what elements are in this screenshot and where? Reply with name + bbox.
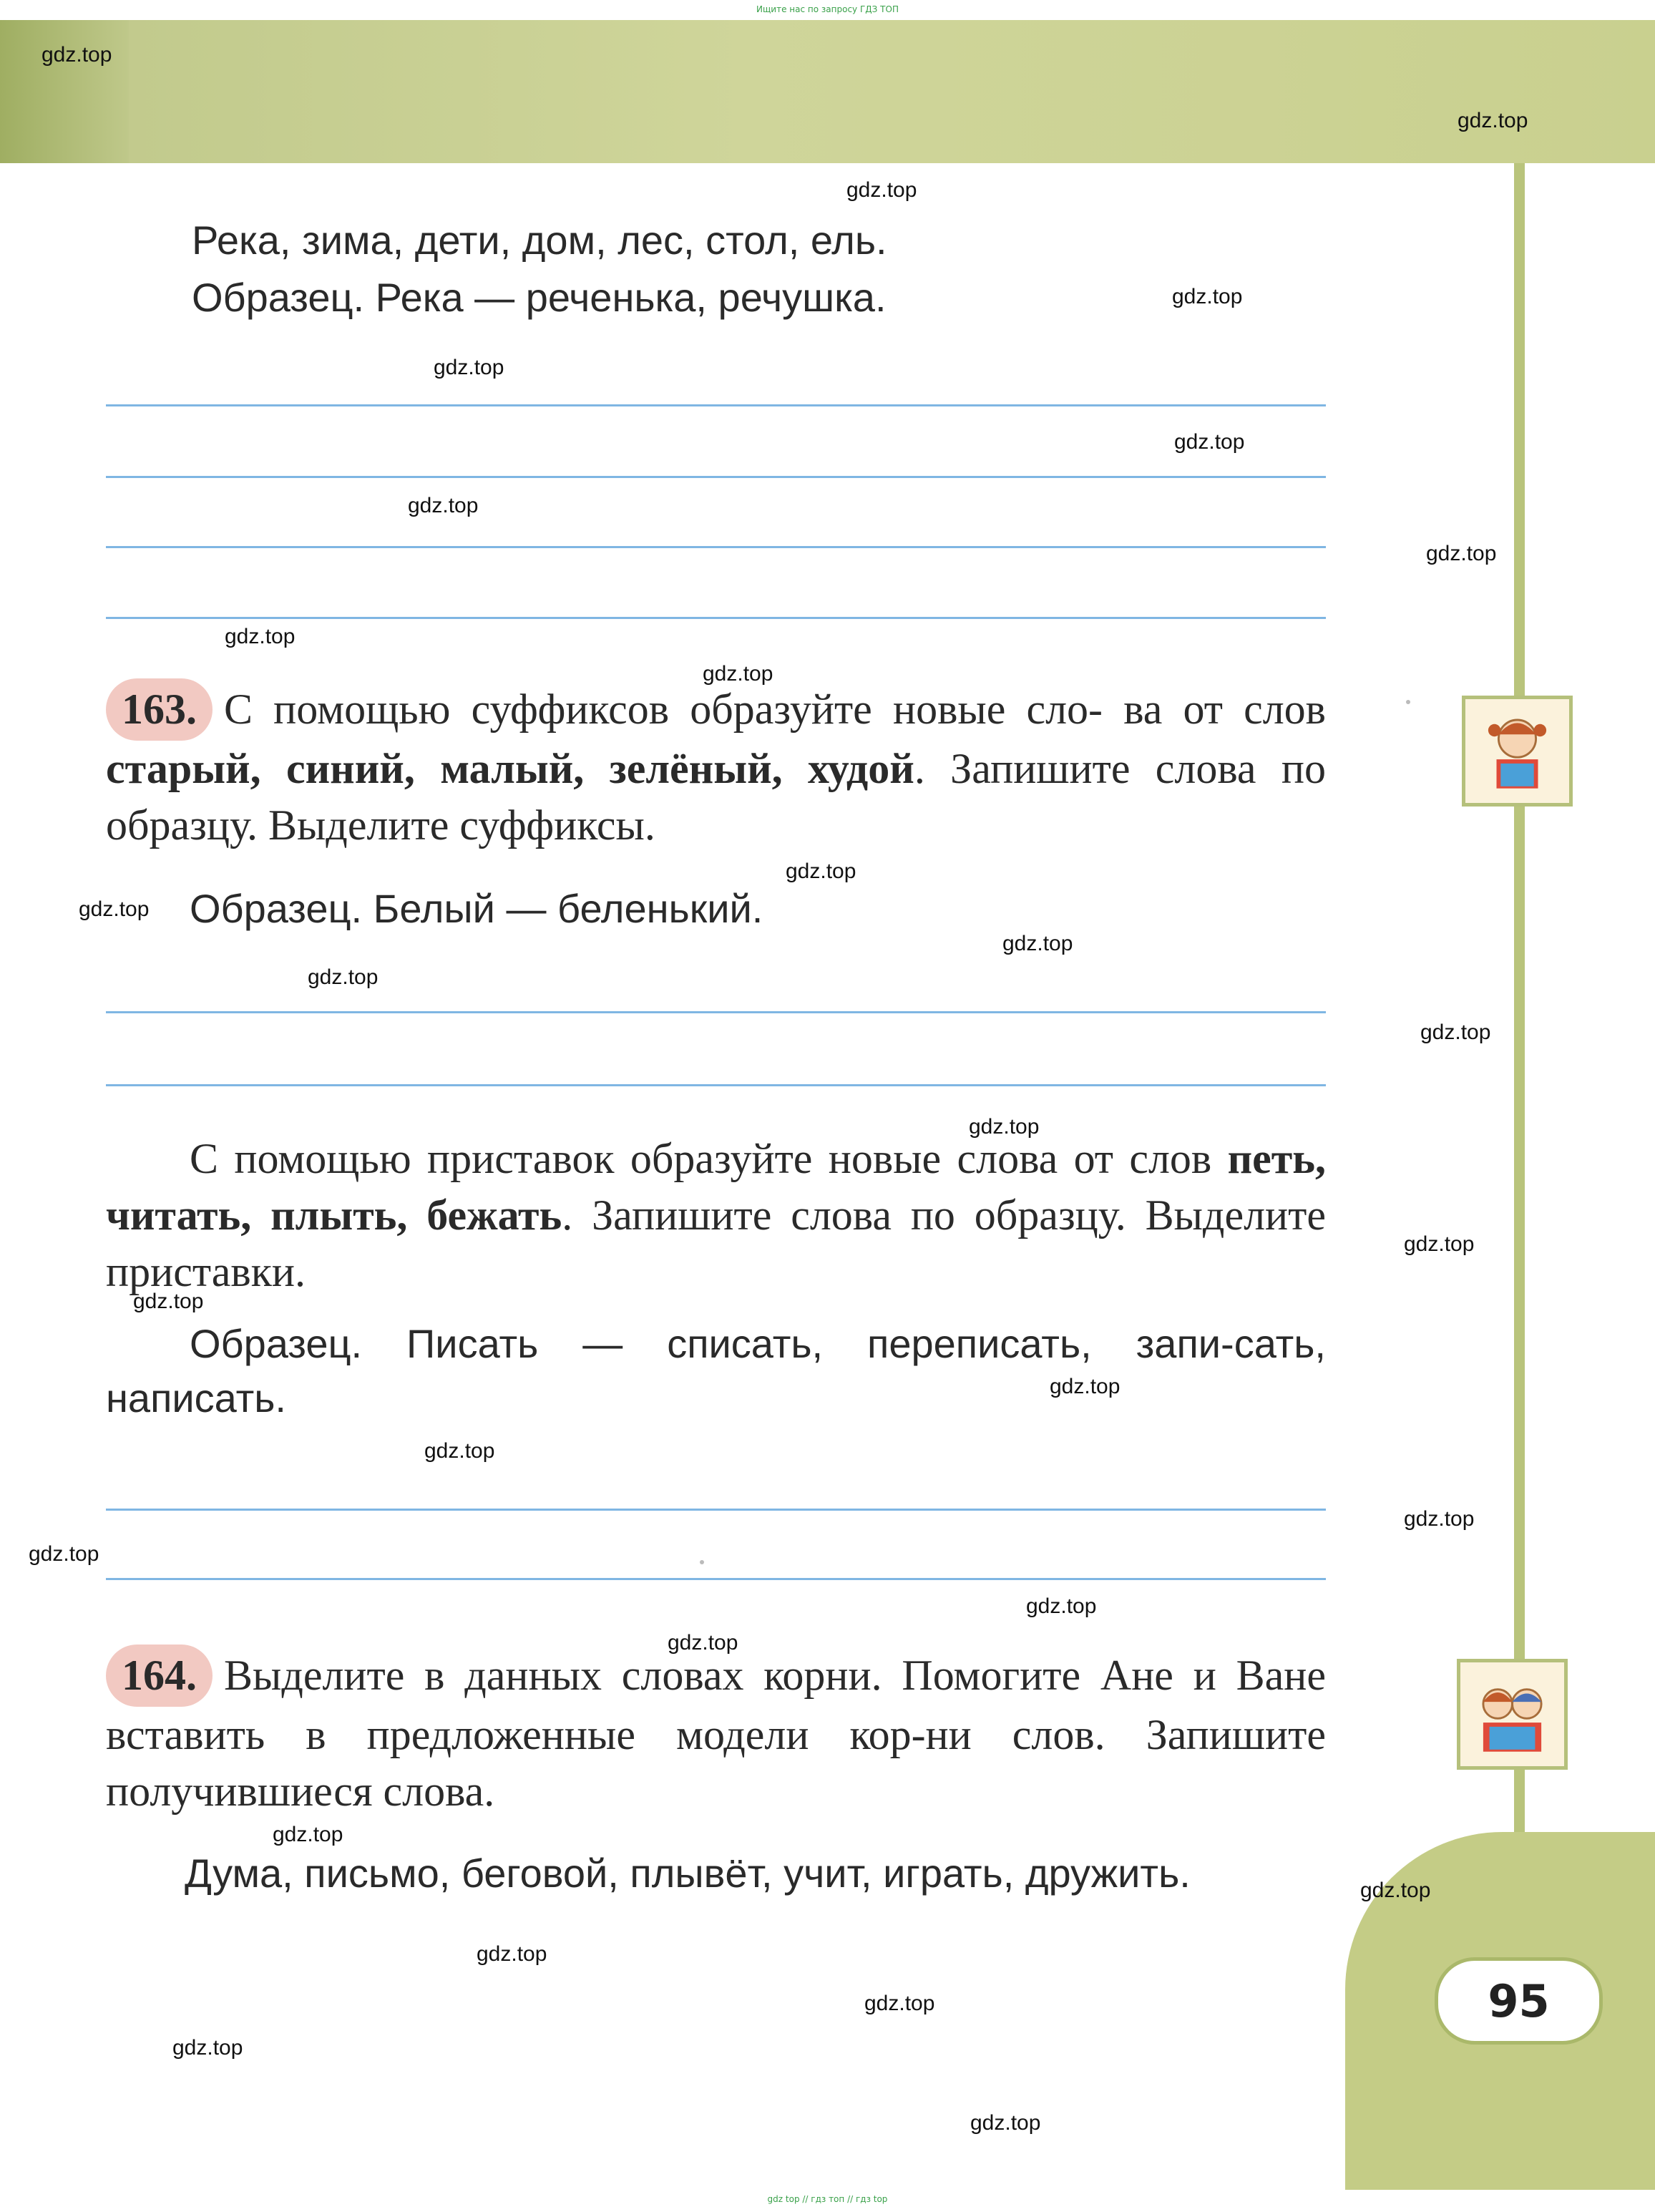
- watermark: gdz.top: [79, 897, 150, 921]
- watermark: gdz.top: [668, 1631, 738, 1655]
- watermark: gdz.top: [786, 859, 856, 883]
- watermark: gdz.top: [1426, 542, 1497, 565]
- task-text: Выделите в данных словах корни. Помогите Ане и Ване вставить в предложенные модели кор-ни слов. Запишите получившиеся слова.: [106, 1652, 1326, 1816]
- exercise-164-words: Дума, письмо, беговой, плывёт, учит, играть, дружить.: [185, 1851, 1191, 1896]
- watermark: gdz.top: [133, 1290, 204, 1313]
- top-note: Ищите нас по запросу ГДЗ ТОП: [756, 4, 899, 14]
- writing-line: [106, 1578, 1326, 1580]
- exercise-number-badge: 163.: [106, 678, 213, 741]
- exercise-163-sample: Образец. Белый — беленький.: [190, 886, 763, 931]
- header-band: [0, 20, 1655, 163]
- writing-line: [106, 546, 1326, 548]
- exercise-163-task: [106, 678, 1326, 854]
- watermark: gdz.top: [42, 43, 112, 67]
- header-left-decoration: [0, 20, 129, 163]
- writing-line: [106, 476, 1326, 478]
- watermark: gdz.top: [477, 1942, 547, 1966]
- watermark: gdz.top: [172, 2036, 243, 2060]
- task-text: . Запишите слова по образцу. Выделите приставки.: [106, 1192, 1326, 1296]
- writing-line: [106, 1011, 1326, 1013]
- writing-line: [106, 617, 1326, 619]
- writing-line: [106, 404, 1326, 406]
- task-text: С помощью суффиксов образуйте новые сло-: [224, 686, 1103, 733]
- watermark: gdz.top: [408, 494, 479, 517]
- exercise-number-badge: 164.: [106, 1645, 213, 1707]
- watermark: gdz.top: [1172, 285, 1243, 308]
- exercise-163-part2-sample: Образец. Писать — списать, переписать, запи-сать, написать.: [106, 1321, 1326, 1421]
- task-text: . Запишите слова по образцу. Выделите суффиксы.: [106, 745, 1326, 849]
- watermark: gdz.top: [308, 965, 379, 989]
- page-number: 95: [1435, 1957, 1603, 2045]
- scan-dot: [700, 1560, 704, 1564]
- watermark: gdz.top: [434, 356, 504, 379]
- bottom-note: gdz top // гдз топ // гдз top: [767, 2194, 888, 2204]
- writing-line: [106, 1509, 1326, 1511]
- watermark: gdz.top: [1420, 1020, 1491, 1044]
- task-words: петь, читать, плыть, бежать: [106, 1135, 1326, 1239]
- watermark: gdz.top: [1174, 430, 1245, 454]
- watermark: gdz.top: [1404, 1507, 1475, 1531]
- task-words: старый, синий, малый, зелёный, худой: [106, 745, 914, 793]
- watermark: gdz.top: [846, 178, 917, 202]
- two-children-reading-icon: [1457, 1659, 1568, 1770]
- task-text: С помощью приставок образуйте новые слова от слов: [190, 1135, 1228, 1182]
- watermark: gdz.top: [1050, 1375, 1121, 1398]
- task-text: ва от слов: [1123, 686, 1326, 733]
- watermark: gdz.top: [1360, 1879, 1431, 1902]
- watermark: gdz.top: [1404, 1232, 1475, 1256]
- watermark: gdz.top: [703, 662, 773, 686]
- scan-dot: [1406, 700, 1410, 704]
- girl-reading-icon: [1462, 696, 1573, 807]
- watermark: gdz.top: [864, 1992, 935, 2015]
- watermark: gdz.top: [273, 1823, 343, 1846]
- watermark: gdz.top: [29, 1542, 99, 1566]
- watermark: gdz.top: [970, 2111, 1041, 2135]
- watermark: gdz.top: [1002, 932, 1073, 955]
- intro-words: Река, зима, дети, дом, лес, стол, ель.: [192, 218, 887, 263]
- watermark: gdz.top: [969, 1115, 1040, 1139]
- watermark: gdz.top: [225, 625, 296, 648]
- intro-sample: Образец. Река — реченька, речушка.: [192, 275, 887, 320]
- watermark: gdz.top: [1458, 109, 1528, 132]
- exercise-163-part2-task: [106, 1131, 1326, 1301]
- exercise-164-task: [106, 1645, 1326, 1821]
- writing-line: [106, 1084, 1326, 1086]
- watermark: gdz.top: [424, 1439, 495, 1463]
- watermark: gdz.top: [1026, 1594, 1097, 1618]
